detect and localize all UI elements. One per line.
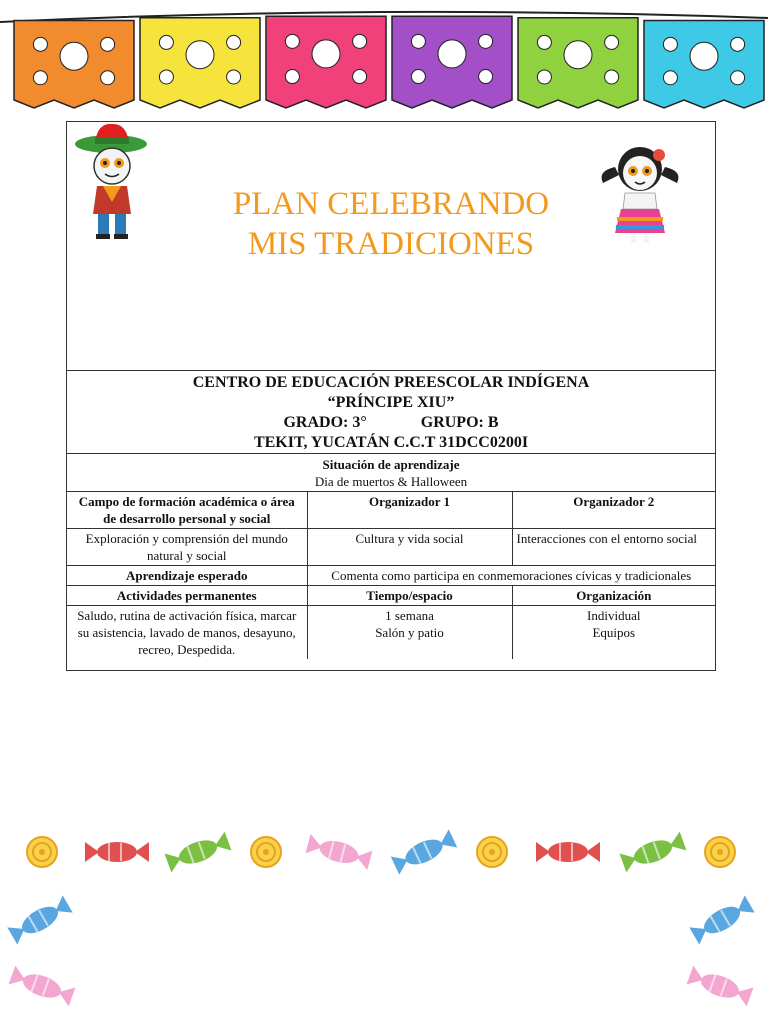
aprendizaje-label: Aprendizaje esperado bbox=[67, 566, 307, 586]
plan-title bbox=[67, 184, 715, 264]
candy-icon bbox=[306, 834, 373, 870]
organizacion-equipos: Equipos bbox=[592, 625, 636, 640]
school-subname: “PRÍNCIPE XIU” bbox=[327, 394, 455, 411]
lollipop-icon bbox=[251, 837, 281, 867]
lollipop-icon bbox=[27, 837, 57, 867]
candy-icon bbox=[620, 832, 687, 873]
org2-label: Organizador 2 bbox=[512, 492, 715, 529]
papel-picado-banner bbox=[0, 0, 768, 120]
plan-title-line-2: MIS TRADICIONES bbox=[247, 226, 535, 262]
lollipop-icon bbox=[477, 837, 507, 867]
campo-label: Campo de formación académica o área de desarrollo personal y social bbox=[67, 492, 307, 529]
situacion-cell bbox=[67, 455, 715, 492]
school-info bbox=[67, 371, 715, 454]
candy-border bbox=[0, 820, 768, 1020]
group: GRUPO: B bbox=[420, 414, 499, 431]
table-row bbox=[67, 455, 715, 492]
papel-picado-flag bbox=[644, 20, 764, 108]
campo-value: Exploración y comprensión del mundo natural y social bbox=[67, 529, 307, 566]
plan-frame bbox=[66, 121, 716, 671]
candy-icon bbox=[687, 966, 754, 1007]
candy-icon bbox=[391, 829, 457, 874]
papel-picado-flag bbox=[392, 16, 512, 108]
organizacion-individual: Individual bbox=[587, 608, 641, 623]
tiempo-value bbox=[307, 606, 512, 660]
school-location: TEKIT, YUCATÁN C.C.T 31DCC0200I bbox=[253, 434, 529, 451]
candy-icon bbox=[9, 966, 76, 1007]
table-row bbox=[67, 492, 715, 529]
title-area bbox=[67, 122, 715, 371]
actividades-value: Saludo, rutina de activación física, marcar su asistencia, lavado de manos, desayuno, recreo, Despedida. bbox=[67, 606, 307, 660]
situacion-value: Dia de muertos & Halloween bbox=[314, 474, 468, 489]
grade: GRADO: 3° bbox=[283, 414, 367, 431]
plan-title-line-1: PLAN CELEBRANDO bbox=[232, 186, 550, 222]
tiempo-label: Tiempo/espacio bbox=[307, 586, 512, 606]
school-name: CENTRO DE EDUCACIÓN PREESCOLAR INDÍGENA bbox=[192, 374, 590, 391]
situacion-label: Situación de aprendizaje bbox=[322, 457, 460, 472]
actividades-label: Actividades permanentes bbox=[67, 586, 307, 606]
papel-picado-flag bbox=[140, 18, 260, 108]
candy-icon bbox=[7, 895, 72, 944]
grade-group-line bbox=[67, 413, 715, 433]
papel-picado-flag bbox=[518, 18, 638, 108]
org2-value: Interacciones con el entorno social bbox=[512, 529, 715, 566]
table-row bbox=[67, 586, 715, 606]
aprendizaje-value: Comenta como participa en conmemoraciones cívicas y tradicionales bbox=[307, 566, 715, 586]
table-row bbox=[67, 529, 715, 566]
table-row bbox=[67, 606, 715, 660]
candy-icon bbox=[165, 832, 232, 873]
papel-picado-flag bbox=[14, 20, 134, 108]
org1-label: Organizador 1 bbox=[307, 492, 512, 529]
candy-icon bbox=[85, 842, 149, 862]
candy-icon bbox=[536, 842, 600, 862]
organizacion-value bbox=[512, 606, 715, 660]
tiempo-place: Salón y patio bbox=[375, 625, 444, 640]
table-row bbox=[67, 566, 715, 586]
org1-value: Cultura y vida social bbox=[307, 529, 512, 566]
lollipop-icon bbox=[705, 837, 735, 867]
tiempo-duration: 1 semana bbox=[385, 608, 434, 623]
plan-table bbox=[67, 455, 715, 659]
papel-picado-flag bbox=[266, 16, 386, 108]
organizacion-label: Organización bbox=[512, 586, 715, 606]
candy-icon bbox=[689, 895, 754, 944]
